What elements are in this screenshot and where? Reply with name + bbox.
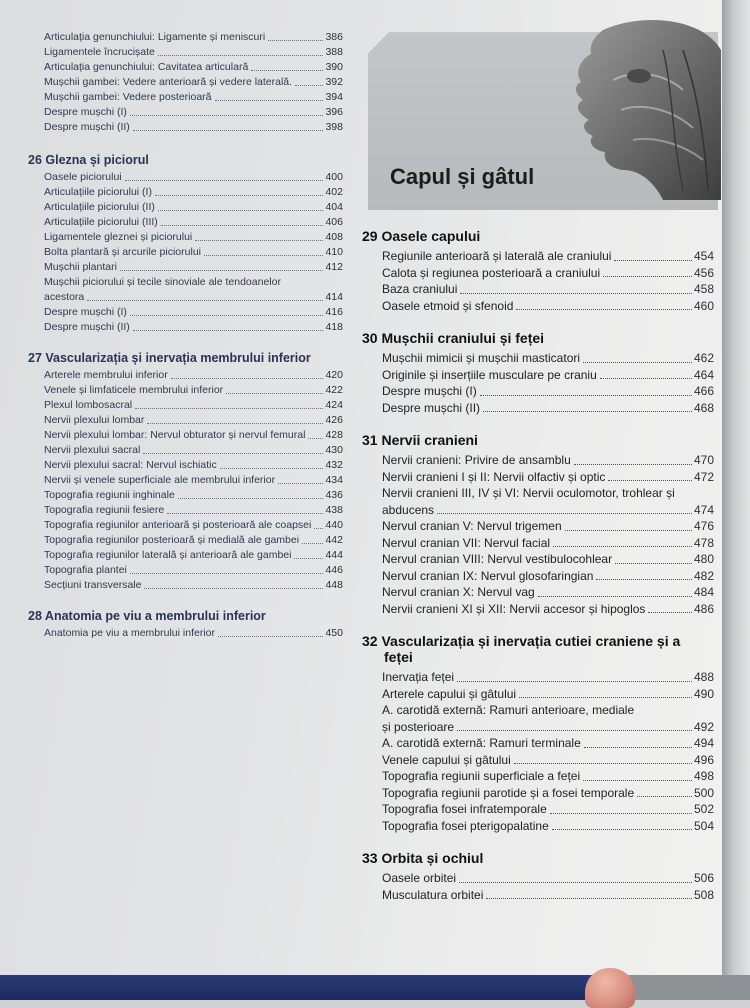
toc-entry-multiline-cont: și posterioare 492 [382,719,714,734]
toc-entry: Despre mușchi (II) 398 [44,121,343,133]
toc-entry: Topografia regiunii inghinale 436 [44,489,343,501]
toc-entry: Nervii plexului sacral: Nervul ischiatic 432 [44,459,343,471]
chapter-heading-30: 30 Mușchii craniului și feței [362,330,545,346]
toc-entry-multiline: Mușchii piciorului și tecile sinoviale ale tendoanelor [44,276,281,288]
toc-entry: Despre mușchi (II) 468 [382,400,714,415]
toc-entry-multiline: Nervii cranieni III, IV și VI: Nervii oculomotor, trohlear și [382,486,675,500]
chapter-heading-31: 31 Nervii cranieni [362,432,478,448]
toc-entry: Topografia regiunilor anterioară și posterioară ale coapsei 440 [44,519,343,531]
toc-entry: Nervii cranieni I și II: Nervii olfactiv și optic 472 [382,469,714,484]
toc-entry: Topografia regiunii parotide și a fosei temporale 500 [382,785,714,800]
chapter-heading-32-cont: feței [384,649,413,665]
book-edge [722,0,750,1000]
toc-entry: Nervii plexului sacral 430 [44,444,343,456]
toc-entry: Articulațiile piciorului (I) 402 [44,186,343,198]
toc-entry: Oasele etmoid și sfenoid 460 [382,298,714,313]
toc-entry: Plexul lombosacral 424 [44,399,343,411]
toc-entry-multiline: A. carotidă externă: Ramuri anterioare, mediale [382,703,635,717]
toc-entry: Topografia fosei pterigopalatine 504 [382,818,714,833]
toc-entry: Nervii plexului lombar: Nervul obturator și nervul femural 428 [44,429,343,441]
toc-right-column [362,220,714,903]
chapter-heading-28: 28 Anatomia pe viu a membrului inferior [28,609,266,623]
toc-entry: Bolta plantară și arcurile piciorului 410 [44,246,343,258]
toc-entry: Nervul cranian VII: Nervul facial 478 [382,535,714,550]
toc-left-column [28,30,343,641]
toc-entry: Mușchii gambei: Vedere posterioară 394 [44,91,343,103]
toc-entry: Baza craniului 458 [382,282,714,296]
toc-entry: Nervul cranian X: Nervul vag 484 [382,585,714,599]
toc-top-entries [28,30,343,135]
toc-entry: Despre mușchi (I) 396 [44,106,343,118]
toc-entry: Articulația genunchiului: Cavitatea articulară 390 [44,61,343,73]
toc-entry: Venele și limfaticele membrului inferior 422 [44,384,343,396]
toc-entry: Inervația feței 488 [382,670,714,684]
toc-entry: Musculatura orbitei 508 [382,887,714,902]
toc-entry: Arterele capului și gâtului 490 [382,686,714,701]
toc-entry: Mușchii plantari 412 [44,261,343,273]
toc-entry: Secțiuni transversale 448 [44,579,343,591]
chapter-heading-32: 32 Vascularizația și inervația cutiei craniene și a [362,633,681,649]
toc-entry: Nervul cranian V: Nervul trigemen 476 [382,519,714,533]
toc-entry: Topografia plantei 446 [44,564,343,576]
toc-entry: Ligamentele gleznei și piciorului 408 [44,231,343,243]
toc-entry: Topografia regiunilor laterală și anterioară ale gambei 444 [44,549,343,561]
toc-entry: Nervul cranian IX: Nervul glosofaringian 482 [382,568,714,583]
toc-entry: Nervii plexului lombar 426 [44,414,343,426]
toc-entry: Nervul cranian VIII: Nervul vestibulocohlear 480 [382,552,714,566]
toc-entry-multiline-cont: abducens 474 [382,502,714,517]
toc-entry: Oasele orbitei 506 [382,871,714,885]
toc-entry: Despre mușchi (I) 466 [382,384,714,398]
toc-entry: Mușchii gambei: Vedere anterioară și vedere laterală. 392 [44,76,343,88]
finger [585,968,635,1008]
toc-entry: Nervii cranieni XI și XII: Nervii accesor și hipoglos 486 [382,601,714,616]
toc-entry: Topografia regiunii fesiere 438 [44,504,343,516]
toc-entry: Nervii cranieni: Privire de ansamblu 470 [382,453,714,467]
toc-entry: Venele capului și gâtului 496 [382,752,714,767]
toc-entry: Ligamentele încrucișate 388 [44,46,343,58]
toc-entry: Topografia regiunii superficiale a feței 498 [382,769,714,783]
toc-entry: Oasele piciorului 400 [44,171,343,183]
chapter-heading-33: 33 Orbita și ochiul [362,850,484,866]
section-banner [368,32,718,212]
toc-entry: Originile și inserțiile musculare pe craniu 464 [382,367,714,382]
toc-entry: Anatomia pe viu a membrului inferior 450 [44,627,343,639]
toc-entry: Mușchii mimicii și mușchii masticatori 462 [382,351,714,365]
section-title: Capul și gâtul [390,164,535,189]
toc-entry: Articulațiile piciorului (III) 406 [44,216,343,228]
toc-entry: Arterele membrului inferior 420 [44,369,343,381]
chapter-heading-26: 26 Glezna și piciorul [28,153,149,167]
head-anatomy-illustration [543,10,723,210]
toc-entry: Nervii și venele superficiale ale membrului inferior 434 [44,474,343,486]
toc-entry: Topografia regiunilor posterioară și medială ale gambei 442 [44,534,343,546]
toc-entry: Despre mușchi (I) 416 [44,306,343,318]
toc-entry: A. carotidă externă: Ramuri terminale 494 [382,736,714,750]
book-cover-band [0,975,600,1000]
chapter-heading-27: 27 Vascularizația și inervația membrului inferior [28,351,311,365]
toc-entry: Topografia fosei infratemporale 502 [382,802,714,816]
chapter-heading-29: 29 Oasele capului [362,228,481,244]
toc-entry: Calota și regiunea posterioară a craniului 456 [382,265,714,280]
toc-entry: Regiunile anterioară și laterală ale craniului 454 [382,249,714,263]
toc-entry-multiline-cont: acestora 414 [44,291,343,303]
toc-entry: Despre mușchi (II) 418 [44,321,343,333]
toc-entry: Articulațiile piciorului (II) 404 [44,201,343,213]
toc-entry: Articulația genunchiului: Ligamente și meniscuri 386 [44,31,343,43]
